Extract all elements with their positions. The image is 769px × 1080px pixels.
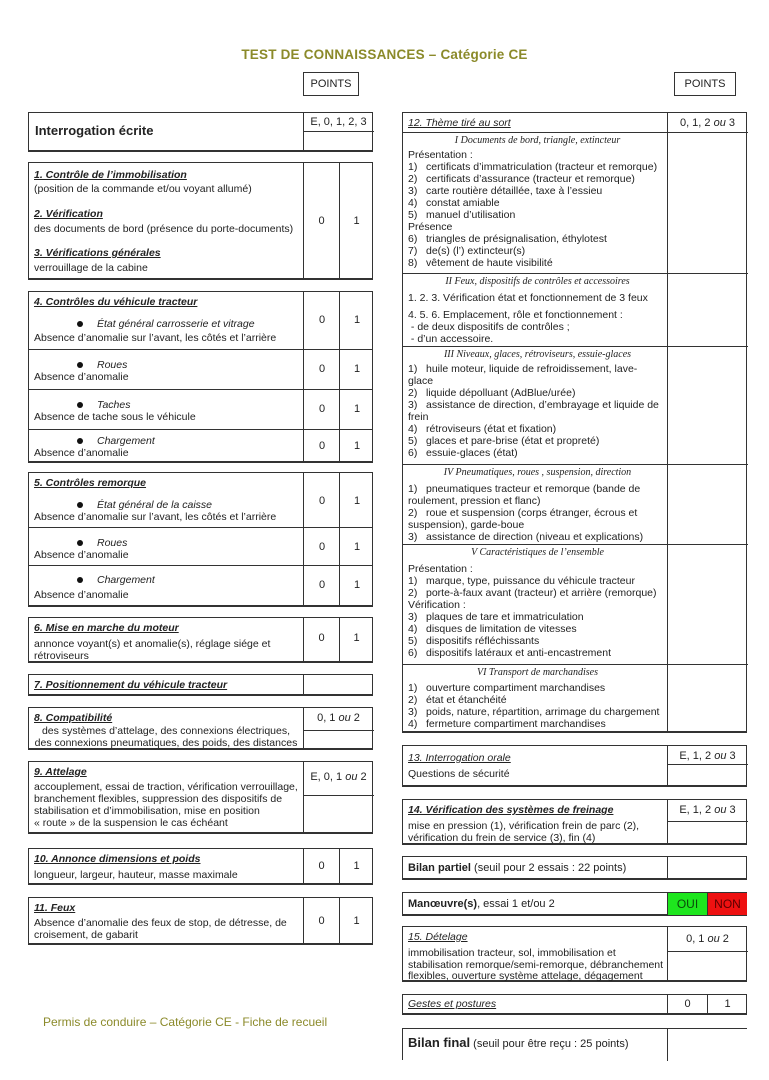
bullet-icon bbox=[77, 438, 83, 444]
theme-heading: VI Transport de marchandises bbox=[476, 667, 599, 678]
section-14-title: 14. Vérification des systèmes de freinage bbox=[408, 804, 614, 816]
score-0: 0 bbox=[318, 215, 325, 227]
theme-line: 1) certificats d’immatriculation (tracteur et remorque) bbox=[408, 161, 658, 173]
score-1-cell[interactable] bbox=[339, 163, 373, 279]
section-4-row-text: Absence d’anomalie bbox=[34, 447, 129, 459]
section-15-title: 15. Dételage bbox=[408, 931, 468, 943]
gestes-title: Gestes et postures bbox=[408, 998, 497, 1010]
score-1: 1 bbox=[353, 915, 360, 927]
theme-heading: III Niveaux, glaces, rétroviseurs, essuie-glaces bbox=[443, 349, 632, 360]
theme-line: 6) triangles de présignalisation, éthylotest bbox=[408, 233, 607, 245]
bilan-partiel-box bbox=[402, 856, 747, 880]
oui-button[interactable]: OUI bbox=[667, 893, 707, 915]
theme-line: 3) assistance de direction, d’embrayage et liquide de bbox=[408, 399, 659, 411]
theme-score-input[interactable] bbox=[668, 274, 748, 346]
bilan-final-input[interactable] bbox=[667, 1029, 747, 1061]
points-header-right: POINTS bbox=[674, 72, 736, 96]
theme-1 bbox=[408, 135, 667, 269]
section-4-row-text: Absence d’anomalie bbox=[34, 371, 129, 383]
score-0-cell[interactable] bbox=[303, 898, 339, 944]
score-0-column bbox=[303, 473, 339, 606]
score-cell bbox=[303, 708, 373, 749]
score-1[interactable]: 1 bbox=[353, 541, 361, 553]
theme-2 bbox=[408, 276, 667, 345]
score-0[interactable]: 0 bbox=[318, 314, 326, 326]
section-4-box bbox=[28, 291, 373, 463]
theme-line: 2) liquide dépolluant (AdBlue/urée) bbox=[408, 387, 576, 399]
section-15-box bbox=[402, 926, 747, 982]
score-0: 0 bbox=[318, 632, 325, 644]
section-10-title: 10. Annonce dimensions et poids bbox=[34, 853, 201, 865]
score-1-column bbox=[339, 473, 373, 606]
section-3-title: 3. Vérifications générales bbox=[34, 247, 161, 259]
score-cell bbox=[303, 113, 373, 151]
score-cell bbox=[667, 927, 747, 981]
score-input[interactable] bbox=[668, 822, 748, 844]
section-6-text-2: rétroviseurs bbox=[34, 650, 89, 662]
score-1: 1 bbox=[724, 998, 731, 1010]
section-5-row-text: Absence d’anomalie bbox=[34, 589, 129, 601]
score-0-column bbox=[303, 292, 339, 462]
section-4-row-text: Absence de tache sous le véhicule bbox=[34, 411, 196, 423]
theme-line: Vérification : bbox=[408, 599, 466, 611]
bullet-icon bbox=[77, 577, 83, 583]
section-1-3-box bbox=[28, 162, 373, 280]
score-cell bbox=[667, 800, 747, 844]
section-9-text-line: stabilisation et d’immobilisation, mise en position bbox=[34, 805, 260, 817]
section-13-text: Questions de sécurité bbox=[408, 768, 510, 780]
section-11-text: Absence d’anomalie des feux de stop, de détresse, de bbox=[34, 917, 287, 929]
score-0[interactable]: 0 bbox=[318, 363, 326, 375]
score-1-column bbox=[339, 292, 373, 462]
section-15-text-line: flexibles, ouverture système attelage, dégagement bbox=[408, 970, 643, 982]
section-14-text: mise en pression (1), vérification frein de parc (2), bbox=[408, 820, 640, 832]
theme-4 bbox=[408, 467, 667, 543]
section-12-box bbox=[402, 112, 747, 733]
section-15-text-line: immobilisation tracteur, sol, immobilisation et bbox=[408, 947, 616, 959]
section-12-title: 12. Thème tiré au sort bbox=[408, 117, 511, 129]
scale-label: E, 1, 2 ou 3 bbox=[679, 750, 736, 762]
score-input[interactable] bbox=[668, 765, 748, 786]
score-0-cell[interactable] bbox=[303, 849, 339, 884]
section-4-row-item: Chargement bbox=[77, 435, 155, 447]
score-0[interactable]: 0 bbox=[318, 495, 326, 507]
section-5-row-item: Roues bbox=[77, 537, 127, 549]
theme-line: 1) marque, type, puissance du véhicule tracteur bbox=[408, 575, 635, 587]
section-15-text-line: stabilisation remorque/semi-remorque, débranchement bbox=[408, 959, 664, 971]
section-11-box bbox=[28, 897, 373, 945]
score-1: 1 bbox=[353, 215, 360, 227]
theme-line: suspension), garde-boue bbox=[408, 519, 525, 531]
score-0[interactable]: 0 bbox=[318, 403, 326, 415]
theme-line: 4) constat amiable bbox=[408, 197, 500, 209]
score-0-cell[interactable] bbox=[667, 995, 707, 1014]
section-8-text: des systèmes d’attelage, des connexions électriques, bbox=[41, 725, 291, 737]
theme-line: 7) de(s) (l’) extincteur(s) bbox=[408, 245, 526, 257]
score-1: 1 bbox=[353, 632, 360, 644]
section-11-text-2: croisement, de gabarit bbox=[34, 929, 138, 941]
section-2-text: des documents de bord (présence du porte-documents) bbox=[34, 223, 294, 235]
theme-line: 2) roue et suspension (corps étranger, écrous et bbox=[408, 507, 638, 519]
section-7-title: 7. Positionnement du véhicule tracteur bbox=[34, 679, 228, 691]
theme-line: 6) dispositifs latéraux et anti-encastrement bbox=[408, 647, 612, 659]
theme-line: 4) fermeture compartiment marchandises bbox=[408, 718, 606, 730]
theme-line: 3) carte routière détaillée, taxe à l’essieu bbox=[408, 185, 603, 197]
section-8-title: 8. Compatibilité bbox=[34, 712, 113, 724]
section-13-title: 13. Interrogation orale bbox=[408, 752, 511, 764]
theme-line: - d’un accessoire. bbox=[408, 333, 494, 345]
theme-heading: V Caractéristiques de l’ensemble bbox=[471, 547, 604, 558]
score-0: 0 bbox=[318, 860, 325, 872]
section-9-text-line: « route » de la suspension le cas échéant bbox=[34, 817, 228, 829]
section-14-box bbox=[402, 799, 747, 845]
score-1: 1 bbox=[353, 860, 360, 872]
theme-line: Présentation : bbox=[408, 149, 473, 161]
theme-score-input[interactable] bbox=[668, 545, 748, 664]
section-3-text: verrouillage de la cabine bbox=[34, 262, 148, 274]
section-5-title: 5. Contrôles remorque bbox=[34, 477, 147, 489]
page-title: TEST DE CONNAISSANCES – Catégorie CE bbox=[241, 47, 528, 62]
theme-score-input[interactable] bbox=[668, 133, 748, 273]
section-11-title: 11. Feux bbox=[34, 902, 76, 914]
score-1[interactable]: 1 bbox=[353, 579, 361, 591]
interrogation-ecrite-box bbox=[28, 112, 373, 152]
theme-5 bbox=[408, 547, 667, 659]
score-input[interactable] bbox=[304, 796, 374, 833]
score-input[interactable] bbox=[304, 132, 374, 151]
theme-line: 1) pneumatiques tracteur et remorque (bande de bbox=[408, 483, 641, 495]
bilan-final-box bbox=[402, 1028, 747, 1060]
section-5-box bbox=[28, 472, 373, 607]
theme-line: 6) essuie-glaces (état) bbox=[408, 447, 518, 459]
theme-line: Présence bbox=[408, 221, 453, 233]
scale-label: E, 0, 1 ou 2 bbox=[310, 771, 367, 783]
theme-line: 1) huile moteur, liquide de refroidissement, lave- bbox=[408, 363, 638, 375]
bullet-icon bbox=[77, 402, 83, 408]
theme-line: 3) assistance de direction (niveau et explications) bbox=[408, 531, 644, 543]
section-5-row-text: Absence d’anomalie bbox=[34, 549, 129, 561]
score-1-cell[interactable] bbox=[339, 618, 373, 662]
theme-line: roulement, pression et flanc) bbox=[408, 495, 541, 507]
theme-line: 2) certificats d’assurance (tracteur et remorque) bbox=[408, 173, 635, 185]
gestes-box bbox=[402, 994, 747, 1015]
section-10-text: longueur, largeur, hauteur, masse maximale bbox=[34, 869, 238, 881]
section-6-title: 6. Mise en marche du moteur bbox=[34, 622, 179, 634]
score-1[interactable]: 1 bbox=[353, 495, 361, 507]
section-9-box bbox=[28, 761, 373, 834]
bilan-final-label: Bilan final (seuil pour être reçu : 25 points) bbox=[408, 1035, 629, 1050]
theme-line: 5) glaces et pare-brise (état et propreté) bbox=[408, 435, 600, 447]
theme-score-input[interactable] bbox=[668, 465, 748, 544]
section-2-title: 2. Vérification bbox=[34, 208, 103, 220]
scale-label: E, 1, 2 ou 3 bbox=[679, 804, 736, 816]
score-1-cell[interactable] bbox=[339, 849, 373, 884]
score-0-cell[interactable] bbox=[303, 163, 339, 279]
section-1-title: 1. Contrôle de l’immobilisation bbox=[34, 169, 187, 181]
section-6-text: annonce voyant(s) et anomalie(s), réglage siége et bbox=[34, 638, 271, 650]
theme-line: 3) poids, nature, répartition, arrimage du chargement bbox=[408, 706, 660, 718]
theme-line: 5) dispositifs réfléchissants bbox=[408, 635, 540, 647]
theme-3 bbox=[408, 349, 667, 459]
theme-line: glace bbox=[408, 375, 434, 387]
section-4-title: 4. Contrôles du véhicule tracteur bbox=[34, 296, 198, 308]
section-9-title: 9. Attelage bbox=[34, 766, 87, 778]
section-10-box bbox=[28, 848, 373, 885]
score-0[interactable]: 0 bbox=[318, 541, 326, 553]
points-header-left: POINTS bbox=[303, 72, 359, 96]
score-cell bbox=[667, 746, 747, 786]
theme-line: 8) vêtement de haute visibilité bbox=[408, 257, 553, 269]
manoeuvre-box bbox=[402, 892, 747, 916]
section-5-row-text: Absence d’anomalie sur l’avant, les côtés et l’arrière bbox=[34, 511, 277, 523]
score-0-cell[interactable] bbox=[303, 618, 339, 662]
theme-line: 1. 2. 3. Vérification état et fonctionnement de 3 feux bbox=[408, 292, 648, 304]
section-4-row-item: Taches bbox=[77, 399, 130, 411]
bullet-icon bbox=[77, 502, 83, 508]
section-1-text: (position de la commande et/ou voyant allumé) bbox=[34, 183, 252, 195]
theme-score-input[interactable] bbox=[668, 347, 748, 464]
score-1[interactable]: 1 bbox=[353, 363, 361, 375]
non-button[interactable]: NON bbox=[707, 893, 747, 915]
theme-line: 1) ouverture compartiment marchandises bbox=[408, 682, 606, 694]
scale-label: 0, 1 ou 2 bbox=[317, 712, 360, 724]
interrogation-ecrite-label: Interrogation écrite bbox=[35, 123, 154, 138]
section-7-box bbox=[28, 674, 373, 696]
score-input[interactable] bbox=[303, 675, 373, 695]
bullet-icon bbox=[77, 362, 83, 368]
bilan-partiel-label: Bilan partiel (seuil pour 2 essais : 22 points) bbox=[408, 862, 627, 874]
theme-6 bbox=[408, 667, 667, 730]
score-cell bbox=[303, 762, 373, 833]
manoeuvre-label: Manœuvre(s), essai 1 et/ou 2 bbox=[408, 898, 555, 910]
theme-line: 4) disques de limitation de vitesses bbox=[408, 623, 577, 635]
bullet-icon bbox=[77, 321, 83, 327]
theme-line: 2) état et étanchéité bbox=[408, 694, 507, 706]
scale-label: 0, 1 ou 2 bbox=[686, 933, 729, 945]
footer-text: Permis de conduire – Catégorie CE - Fiche de recueil bbox=[43, 1015, 328, 1029]
theme-heading: II Feux, dispositifs de contrôles et accessoires bbox=[445, 276, 630, 287]
theme-line: 2) porte-à-faux avant (tracteur) et arrière (remorque) bbox=[408, 587, 657, 599]
theme-line: Présentation : bbox=[408, 563, 473, 575]
section-4-row-text: Absence d’anomalie sur l’avant, les côtés et l’arrière bbox=[34, 332, 277, 344]
score-1[interactable]: 1 bbox=[353, 314, 361, 326]
section-8-text-2: des connexions pneumatiques, des poids, des distances bbox=[34, 737, 298, 749]
bilan-partiel-input[interactable] bbox=[667, 857, 747, 879]
scale-label: 0, 1, 2 ou 3 bbox=[679, 117, 736, 129]
section-9-text-line: accouplement, essai de traction, vérification verrouillage, bbox=[34, 781, 298, 793]
theme-line: - de deux dispositifs de contrôles ; bbox=[408, 321, 570, 333]
score-1-cell[interactable] bbox=[707, 995, 747, 1014]
section-14-text-2: vérification du frein de service (3), fin (4) bbox=[408, 832, 596, 844]
score-input[interactable] bbox=[304, 731, 374, 749]
theme-line: frein bbox=[408, 411, 429, 423]
section-4-row-item: État général carrosserie et vitrage bbox=[77, 318, 255, 330]
theme-score-input[interactable] bbox=[668, 665, 748, 732]
scale-label: E, 0, 1, 2, 3 bbox=[310, 116, 367, 128]
score-1[interactable]: 1 bbox=[353, 403, 361, 415]
score-0[interactable]: 0 bbox=[318, 440, 326, 452]
section-13-box bbox=[402, 745, 747, 787]
score-0: 0 bbox=[318, 915, 325, 927]
theme-line: 4) rétroviseurs (état et fixation) bbox=[408, 423, 557, 435]
score-input[interactable] bbox=[668, 952, 748, 981]
score-0[interactable]: 0 bbox=[318, 579, 326, 591]
section-5-row-item: Chargement bbox=[77, 574, 155, 586]
section-9-text-line: branchement flexibles, suppression des dispositifs de bbox=[34, 793, 283, 805]
theme-line: 3) plaques de tare et immatriculation bbox=[408, 611, 584, 623]
score-1-cell[interactable] bbox=[339, 898, 373, 944]
section-4-row-item: Roues bbox=[77, 359, 127, 371]
section-5-row-item: État général de la caisse bbox=[77, 499, 212, 511]
section-8-box bbox=[28, 707, 373, 750]
theme-line: 4. 5. 6. Emplacement, rôle et fonctionnement : bbox=[408, 309, 623, 321]
theme-heading: IV Pneumatiques, roues , suspension, direction bbox=[443, 467, 632, 478]
theme-line: 5) manuel d’utilisation bbox=[408, 209, 516, 221]
section-6-box bbox=[28, 617, 373, 663]
score-0: 0 bbox=[684, 998, 691, 1010]
score-1[interactable]: 1 bbox=[353, 440, 361, 452]
theme-heading: I Documents de bord, triangle, extincteur bbox=[454, 135, 621, 146]
score-column bbox=[667, 113, 747, 732]
bullet-icon bbox=[77, 540, 83, 546]
